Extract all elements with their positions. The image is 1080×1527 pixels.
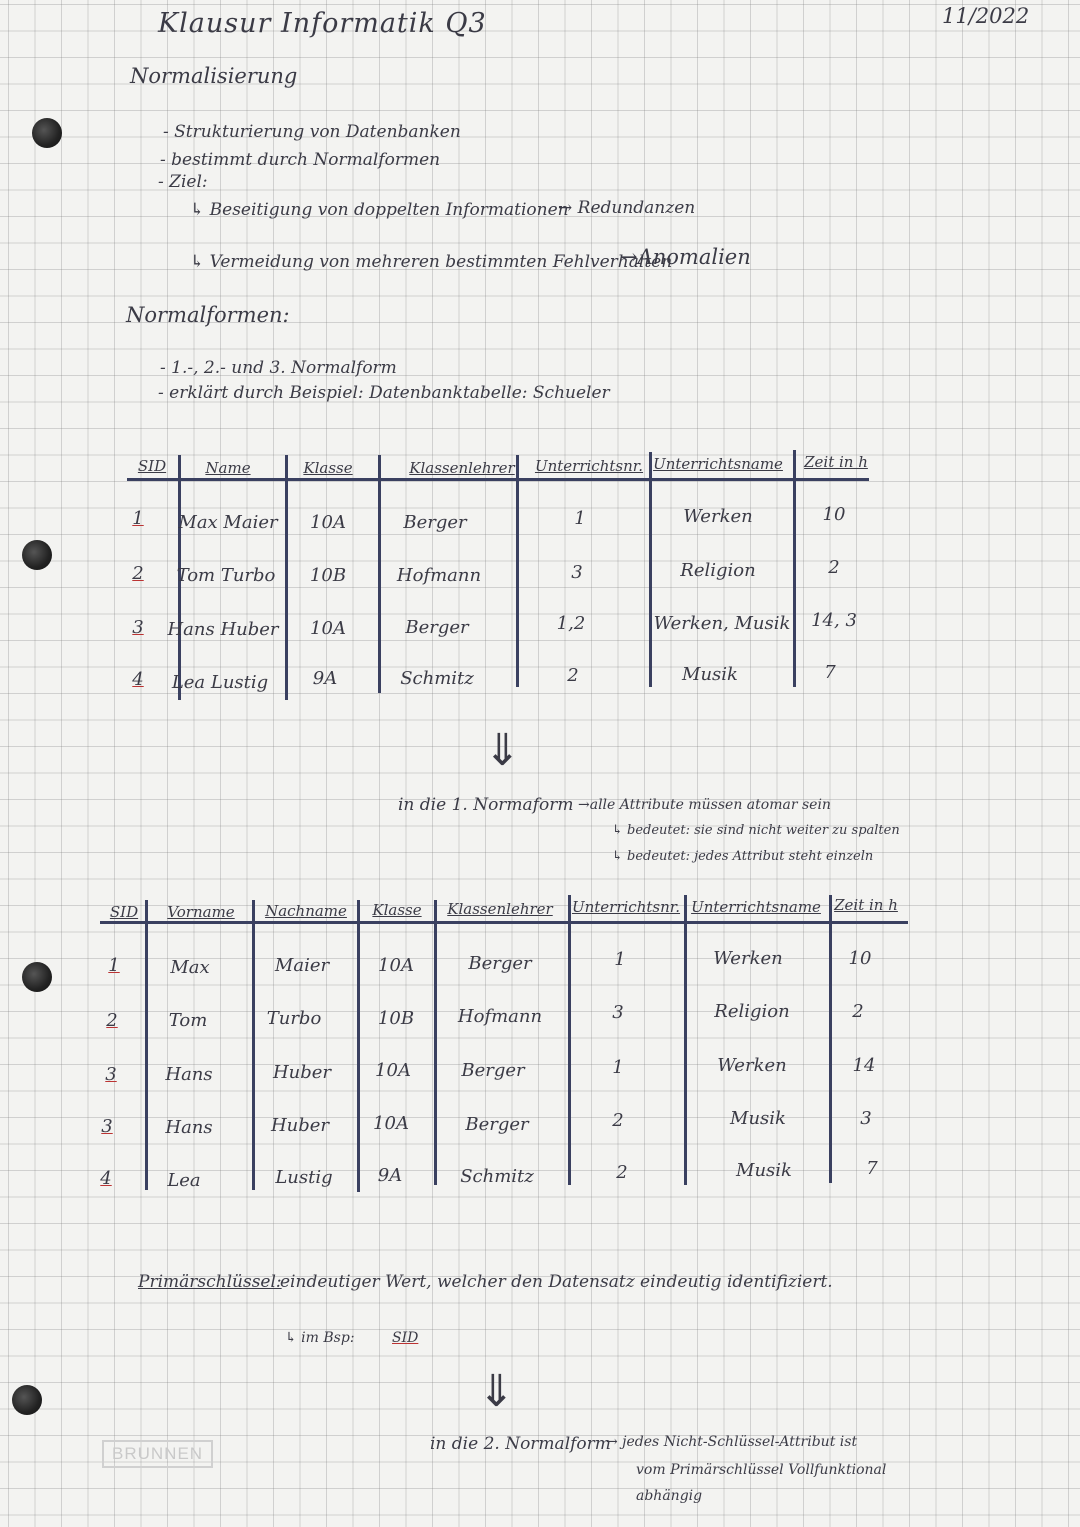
table2-cell: Musik [736,1160,792,1181]
nf-bullet-2: - erklärt durch Beispiel: Datenbanktabelle: Schueler [158,383,610,403]
table2-header: Unterrichtsnr. [571,898,681,916]
section-heading-normalisierung: Normalisierung [130,64,298,88]
table2-cell: 3 [105,1064,117,1085]
table2-cell: Max [170,957,210,978]
table1-header: Klassenlehrer [409,459,515,477]
table1-cell: Schmitz [400,668,474,689]
table2-col-divider [684,895,687,1185]
table1-cell: Hofmann [396,565,482,586]
page-date: 11/2022 [942,4,1030,28]
table1-col-divider [285,455,288,700]
table1-header: Unterrichtsname [653,455,783,473]
table2-cell: 3 [101,1116,113,1137]
table2-cell: Huber [270,1115,330,1136]
table2-cell: 2 [616,1162,628,1183]
table2-col-divider [568,895,571,1185]
table1-cell: Hans Huber [167,619,279,640]
table1-cell: Tom Turbo [176,565,276,586]
table2-cell: Religion [714,1001,790,1022]
down-double-arrow-icon: ⇓ [478,1366,515,1417]
table1-col-divider [649,452,652,687]
punch-hole-4 [12,1385,42,1415]
table2-header: Vorname [167,903,235,921]
table2-cell: 7 [866,1158,878,1179]
table1-cell: 1,2 [556,613,586,634]
table2-header: Nachname [265,902,347,920]
table1-cell: Werken [683,506,753,527]
nf1-meaning-1: ↳ bedeutet: sie sind nicht weiter zu spalten [612,823,900,838]
table1-cell: 1 [574,508,586,529]
table2-cell: 2 [852,1001,864,1022]
table2-cell: Hans [165,1064,213,1085]
punch-hole-1 [32,118,62,148]
table2-cell: 3 [612,1002,624,1023]
table1-cell: 7 [824,662,836,683]
primary-key-example-prefix: ↳ im Bsp: [285,1330,355,1346]
table1-header: Klasse [303,459,353,477]
goal-1-arrow: → Redundanzen [558,198,696,218]
nf-bullet-1: - 1.-, 2.- und 3. Normalform [160,358,397,378]
table1-cell: 10A [310,618,346,639]
nf2-label: in die 2. Normalform [430,1434,611,1454]
table2-cell: Berger [465,1114,529,1135]
table1-header: SID [137,457,167,475]
table2-cell: Werken [717,1055,787,1076]
table2-header-rule [100,921,908,924]
table1-cell: 3 [571,562,583,583]
table2-cell: Berger [461,1060,525,1081]
table2-col-divider [145,900,148,1190]
table2-cell: Huber [272,1062,332,1083]
table2-header: Zeit in h [834,896,898,914]
table1-cell: 4 [132,669,144,690]
table1-cell: 10A [310,512,346,533]
goal-2-arrow: →Anomalien [620,245,751,269]
table1-header-rule [127,478,869,481]
goal-2: ↳ Vermeidung von mehreren bestimmten Fehlverhalten [190,252,673,272]
down-double-arrow-icon: ⇓ [484,725,521,776]
table1-cell: 10B [309,565,347,586]
page-title: Klausur Informatik Q3 [158,8,487,39]
primary-key-definition: eindeutiger Wert, welcher den Datensatz eindeutig identifiziert. [280,1272,833,1292]
table1-header: Unterrichtsnr. [534,457,644,475]
table1-col-divider [793,450,796,687]
nf1-rule: →alle Attribute müssen atomar sein [578,797,831,813]
table2-cell: Lustig [275,1167,333,1188]
table2-cell: 1 [108,955,120,976]
table2-col-divider [252,900,255,1190]
table2-cell: Werken [713,948,783,969]
punch-hole-3 [22,962,52,992]
table1-cell: 2 [567,665,579,686]
table2-cell: 9A [377,1165,403,1186]
nf1-meaning-2: ↳ bedeutet: jedes Attribut steht einzeln [612,849,874,864]
table1-cell: Lea Lustig [171,672,269,693]
table2-cell: Berger [468,953,532,974]
table2-cell: 2 [612,1110,624,1131]
bullet-2: - bestimmt durch Normalformen [160,150,441,170]
table2-cell: 1 [612,1057,624,1078]
table2-cell: 10A [375,1060,411,1081]
table2-cell: 1 [614,949,626,970]
table2-header: SID [109,903,139,921]
table1-header: Name [205,459,251,477]
nf2-rule-line-3: abhängig [636,1488,703,1504]
primary-key-example-value: SID [392,1330,419,1346]
section-heading-normalformen: Normalformen: [126,303,290,327]
table2-cell: Maier [274,955,330,976]
table2-cell: Musik [730,1108,786,1129]
goal-1: ↳ Beseitigung von doppelten Informationen [190,200,569,220]
table2-header: Klassenlehrer [447,900,553,918]
table1-cell: 14, 3 [811,610,857,631]
nf1-label: in die 1. Normaform [398,795,574,815]
table2-col-divider [434,900,437,1185]
primary-key-label: Primärschlüssel: [138,1272,282,1292]
table2-cell: 14 [852,1055,876,1076]
nf2-rule-line-2: vom Primärschlüssel Vollfunktional [636,1462,887,1478]
table2-cell: 10A [373,1113,409,1134]
table1-cell: Berger [405,617,469,638]
table2-col-divider [357,900,360,1192]
table1-cell: Max Maier [178,512,278,533]
table1-cell: 2 [132,563,144,584]
table1-cell: Religion [680,560,756,581]
table2-cell: Turbo [266,1008,322,1029]
table2-header: Unterrichtsname [691,898,821,916]
nf2-rule-line-1: → jedes Nicht-Schlüssel-Attribut ist [606,1434,858,1450]
table2-cell: 2 [106,1010,118,1031]
table1-cell: 2 [828,557,840,578]
table2-cell: 4 [100,1168,112,1189]
table2-cell: 3 [860,1108,872,1129]
table1-header: Zeit in h [804,453,868,471]
punch-hole-2 [22,540,52,570]
table2-header: Klasse [372,901,422,919]
brand-logo: BRUNNEN [102,1440,213,1468]
table2-cell: 10B [377,1008,415,1029]
table1-cell: 9A [312,668,338,689]
table2-cell: Schmitz [460,1166,534,1187]
table1-cell: Musik [682,664,738,685]
table1-col-divider [378,455,381,693]
table1-cell: 1 [132,508,144,529]
table1-col-divider [516,455,519,687]
table1-cell: Berger [403,512,467,533]
bullet-3: - Ziel: [158,172,208,192]
table2-cell: Hans [165,1117,213,1138]
table1-cell: Werken, Musik [653,613,791,634]
table2-col-divider [829,895,832,1183]
bullet-1: - Strukturierung von Datenbanken [163,122,461,142]
table2-cell: Tom [168,1010,208,1031]
table1-cell: 3 [132,617,144,638]
table2-cell: Hofmann [457,1006,543,1027]
table2-cell: Lea [167,1170,201,1191]
table1-cell: 10 [822,504,846,525]
table2-cell: 10A [378,955,414,976]
table2-cell: 10 [848,948,872,969]
